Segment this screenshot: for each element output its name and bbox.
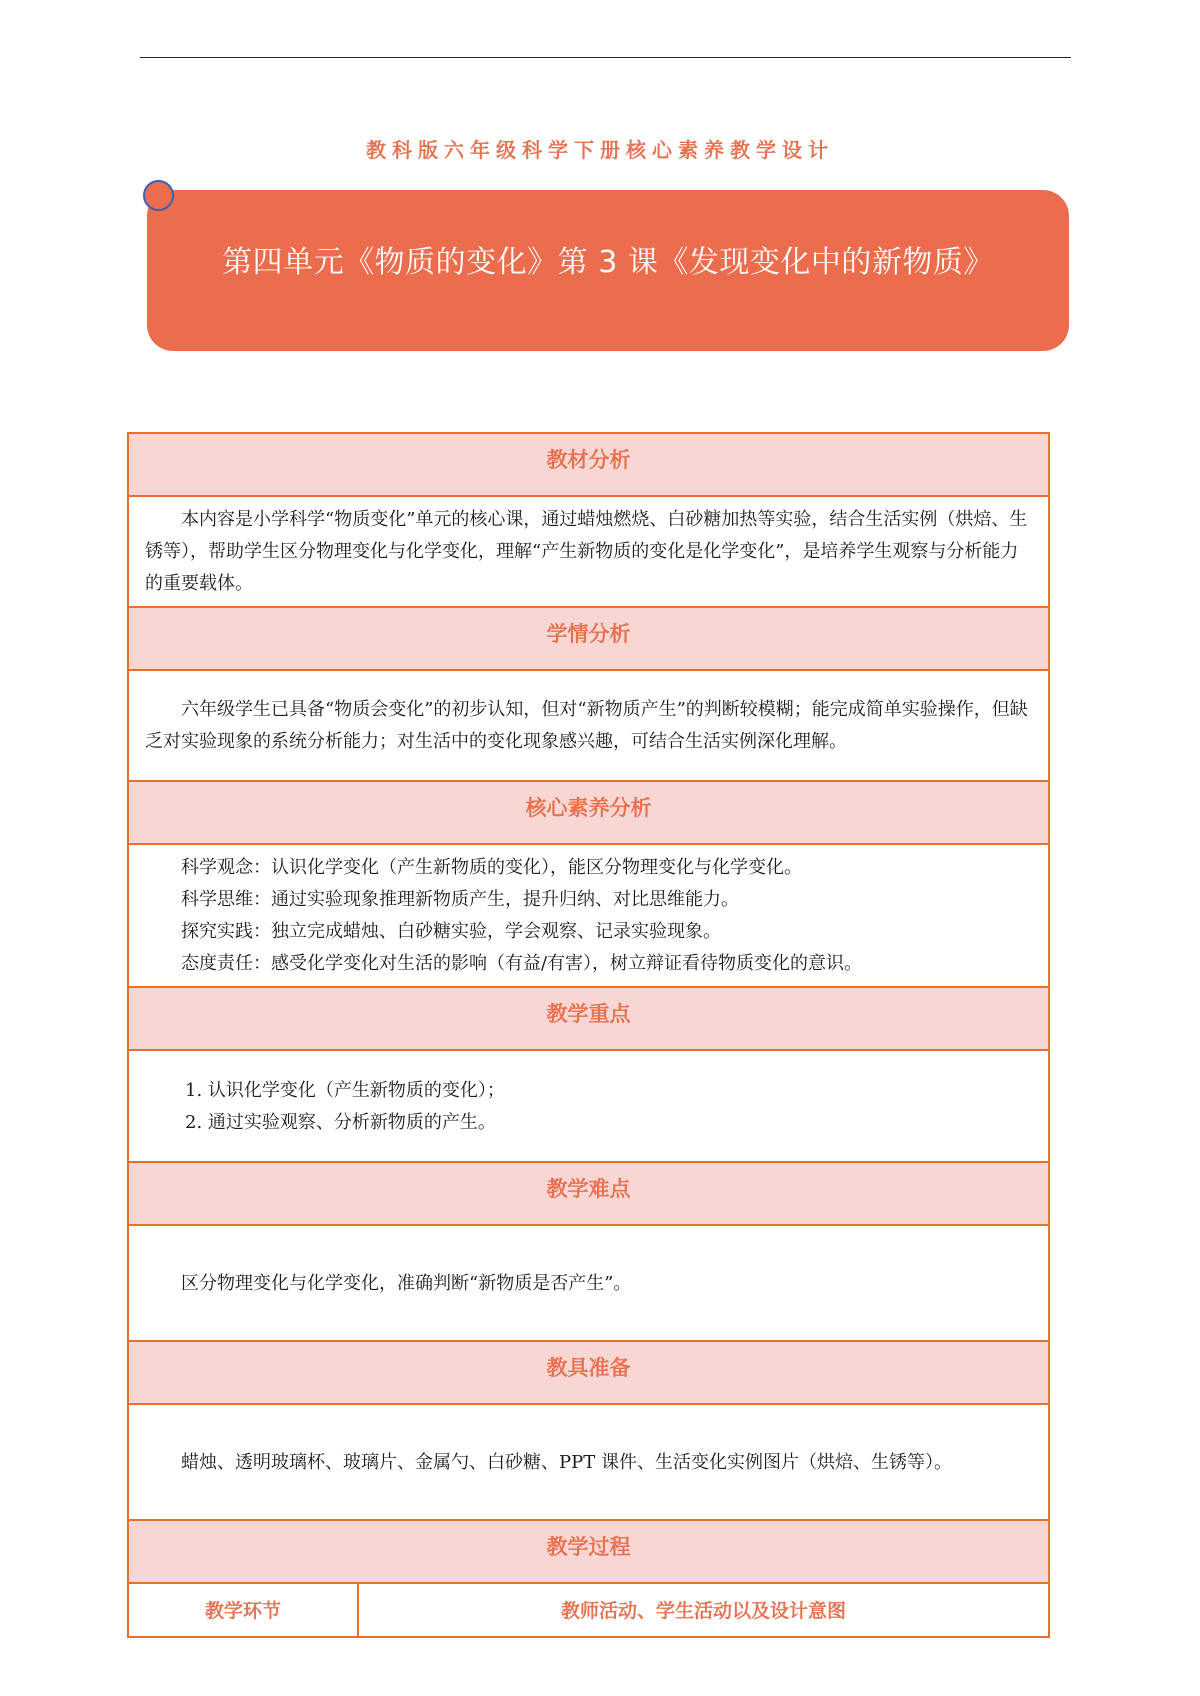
column-header-stage: 教学环节 — [128, 1583, 358, 1637]
section-header-teaching-process: 教学过程 — [128, 1520, 1049, 1583]
column-header-activities: 教师活动、学生活动以及设计意图 — [358, 1583, 1049, 1637]
paragraph: 区分物理变化与化学变化，准确判断“新物质是否产生”。 — [181, 1272, 632, 1294]
list-item: 态度责任：感受化学变化对生活的影响（有益/有害），树立辩证看待物质变化的意识。 — [181, 953, 863, 974]
lesson-title-banner — [147, 190, 1069, 351]
banner-decoration-dot — [143, 180, 174, 211]
top-rule — [140, 57, 1071, 58]
paragraph: 蜡烛、透明玻璃杯、玻璃片、金属勺、白砂糖、PPT 课件、生活变化实例图片（烘焙、生锈等）。 — [181, 1451, 952, 1473]
list-item: 2. 通过实验观察、分析新物质的产生。 — [185, 1111, 496, 1133]
paragraph: 六年级学生已具备“物质会变化”的初步认知，但对“新物质产生”的判断较模糊；能完成简单实验操作，但缺乏对实验现象的系统分析能力；对生活中的变化现象感兴趣，可结合生活实例深化理解。 — [145, 699, 1028, 752]
list-item: 1. 认识化学变化（产生新物质的变化）； — [185, 1079, 505, 1101]
section-header-difficulties: 教学难点 — [128, 1162, 1049, 1225]
lesson-plan-table — [127, 432, 1050, 1638]
section-body-student-analysis — [128, 670, 1049, 781]
paragraph: 本内容是小学科学“物质变化”单元的核心课，通过蜡烛燃烧、白砂糖加热等实验，结合生活实例（烘焙、生锈等），帮助学生区分物理变化与化学变化，理解“产生新物质的变化是化学变化”，是培养学生观察与分析能力的重要载体。 — [145, 509, 1028, 594]
section-header-textbook-analysis: 教材分析 — [128, 433, 1049, 496]
section-header-student-analysis: 学情分析 — [128, 607, 1049, 670]
section-body-teaching-aids — [128, 1404, 1049, 1520]
list-item: 探究实践：独立完成蜡烛、白砂糖实验，学会观察、记录实验现象。 — [181, 921, 721, 942]
section-body-core-literacy — [128, 844, 1049, 987]
list-item: 科学思维：通过实验现象推理新物质产生，提升归纳、对比思维能力。 — [181, 889, 739, 910]
section-header-key-points: 教学重点 — [128, 987, 1049, 1050]
series-title: 教科版六年级科学下册核心素养教学设计 — [366, 138, 834, 162]
section-body-key-points — [128, 1050, 1049, 1162]
section-body-difficulties — [128, 1225, 1049, 1341]
section-body-textbook-analysis — [128, 496, 1049, 607]
section-header-teaching-aids: 教具准备 — [128, 1341, 1049, 1404]
list-item: 科学观念：认识化学变化（产生新物质的变化），能区分物理变化与化学变化。 — [181, 857, 802, 878]
section-header-core-literacy: 核心素养分析 — [128, 781, 1049, 844]
lesson-title: 第四单元《物质的变化》第 3 课《发现变化中的新物质》 — [222, 244, 994, 280]
